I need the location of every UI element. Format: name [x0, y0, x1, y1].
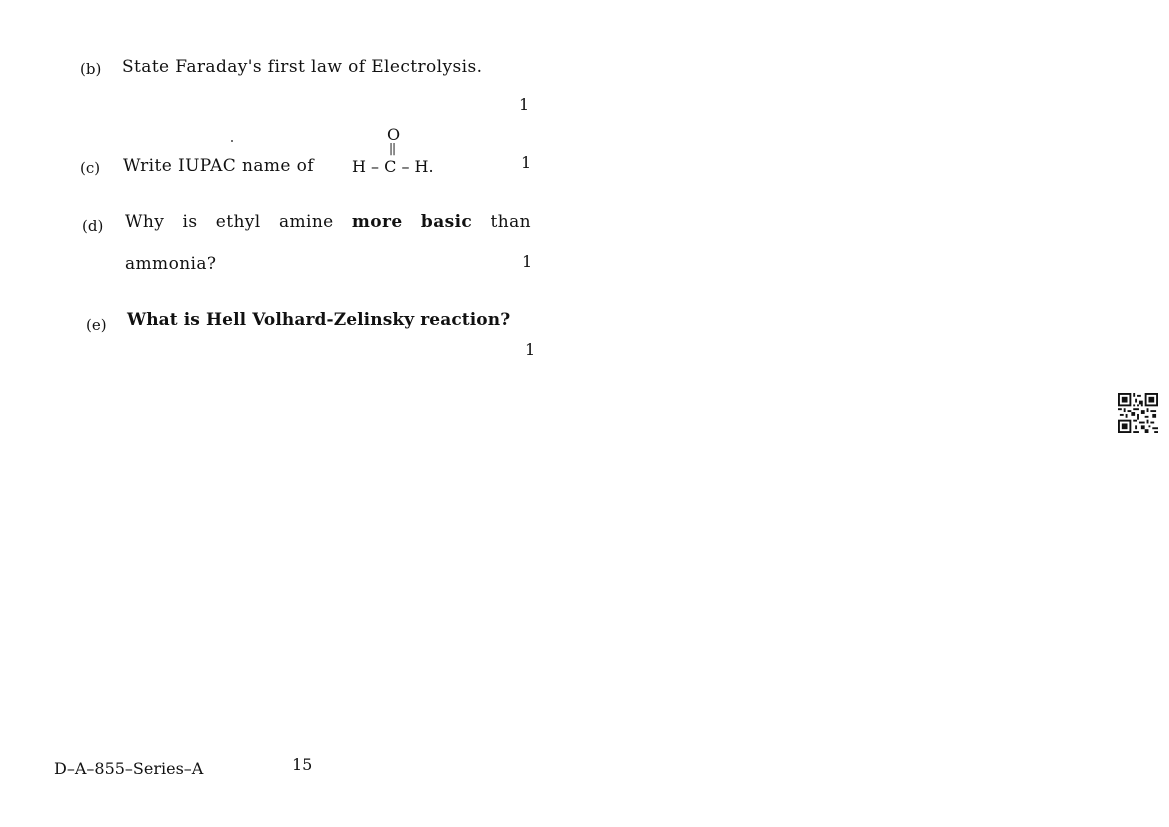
question-label: (e) [86, 316, 107, 334]
question-text-line1 [125, 212, 531, 232]
question-text: State Faraday's first law of Electrolysis. [122, 57, 483, 77]
question-label: (c) [80, 159, 101, 177]
formula-double-bond: || [389, 141, 396, 155]
question-marks: 1 [522, 252, 533, 271]
question-marks: 1 [519, 95, 530, 114]
question-marks: 1 [521, 153, 532, 172]
question-text: Write IUPAC name of [123, 156, 314, 176]
question-word: ethyl [215, 212, 261, 232]
question-word: more [351, 212, 403, 232]
question-word: basic [420, 212, 473, 232]
qr-code [1118, 393, 1158, 433]
paper-code: D–A–855–Series–A [54, 759, 204, 778]
question-word: than [490, 212, 531, 232]
formula-oxygen: O [387, 125, 401, 144]
question-text-line2: ammonia? [125, 254, 217, 274]
question-label: (d) [82, 217, 104, 235]
question-marks: 1 [525, 340, 536, 359]
question-label: (b) [80, 60, 102, 78]
question-word: Why [125, 212, 165, 232]
page-number: 15 [292, 755, 313, 774]
formula-main: H – C – H. [352, 157, 434, 176]
stray-dot [231, 140, 233, 142]
question-text: What is Hell Volhard-Zelinsky reaction? [127, 310, 511, 330]
question-word: amine [278, 212, 334, 232]
question-word: is [182, 212, 198, 232]
